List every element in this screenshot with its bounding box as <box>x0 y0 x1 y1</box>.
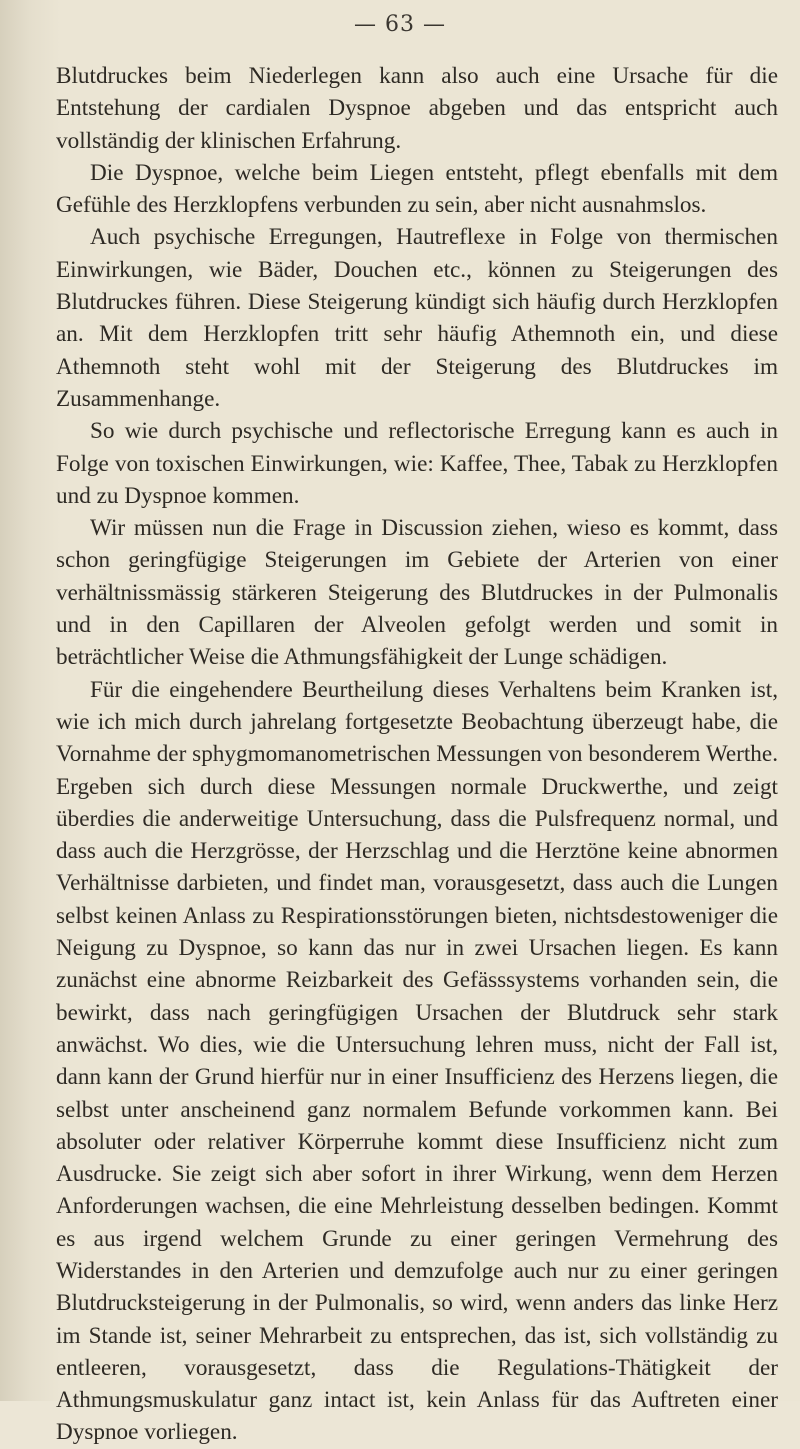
page-number: — 63 — <box>354 12 446 37</box>
paragraph-discussion: Wir müssen nun die Frage in Discussion ziehen, wieso es kommt, dass schon geringfügige Steigerungen im Gebiete der Arterien von einer verhältnissmässig stärkeren Steigerung des Blutdruckes in der Pulmonalis und in den Capillaren der Alveolen gefolgt werden und somit in beträchtlicher Weise die Athmungsfähigkeit der Lunge schädigen. <box>56 515 778 671</box>
paragraph-psychische-erregungen: Auch psychische Erregungen, Hautreflexe in Folge von thermischen Einwirkungen, wie Bäder, Douchen etc., können zu Steigerungen des Blutdruckes führen. Diese Steigerung kündigt sich häufig durch Herzklopfen an. Mit dem Herzklopfen tritt sehr häufig Athemnoth ein, und diese Athemnoth steht wohl mit der Steigerung des Blutdruckes im Zusammenhange. <box>56 224 778 412</box>
paragraph-toxische-einwirkungen: So wie durch psychische und reflectorische Erregung kann es auch in Folge von toxischen Einwirkungen, wie: Kaffee, Thee, Tabak zu Herzklopfen und zu Dyspnoe kommen. <box>56 418 778 509</box>
body-text <box>56 60 778 1449</box>
paragraph-beurtheilung: Für die eingehendere Beurtheilung dieses Verhaltens beim Kranken ist, wie ich mich durch jahrelang fortgesetzte Beobachtung überzeugt habe, die Vornahme der sphygmomanometrischen Messungen von besonderem Werthe. Ergeben sich durch diese Messungen normale Druckwerthe, und zeigt überdies die anderweitige Untersuchung, dass die Pulsfrequenz normal, und dass auch die Herzgrösse, der Herzschlag und die Herztöne keine abnormen Verhältnisse darbieten, und findet man, vorausgesetzt, dass auch die Lungen selbst keinen Anlass zu Respirationsstörungen bieten, nichtsdestoweniger die Neigung zu Dyspnoe, so kann das nur in zwei Ursachen liegen. Es kann zunächst eine abnorme Reizbarkeit des Gefässsystems vorhanden sein, die bewirkt, dass nach geringfügigen Ursachen der Blutdruck sehr stark anwächst. Wo dies, wie die Untersuchung lehren muss, nicht der Fall ist, dann kann der Grund hierfür nur in einer Insufficienz des Herzens liegen, die selbst unter anscheinend ganz normalem Befunde vorkommen kann. Bei absoluter oder relativer Körperruhe kommt diese Insufficienz nicht zum Ausdrucke. Sie zeigt sich aber sofort in ihrer Wirkung, wenn dem Herzen Anforderungen wachsen, die eine Mehrleistung desselben bedingen. Kommt es aus irgend welchem Grunde zu einer geringen Vermehrung des Widerstandes in den Arterien und demzufolge auch nur zu einer geringen Blutdrucksteigerung in der Pulmonalis, so wird, wenn anders das linke Herz im Stande ist, seiner Mehrarbeit zu entsprechen, das ist, sich vollständig zu entleeren, vorausgesetzt, dass die Regulations-Thätigkeit der Athmungsmuskulatur ganz intact ist, kein Anlass für das Auftreten einer Dyspnoe vorliegen. <box>56 676 778 1446</box>
paragraph-continuation: Blutdruckes beim Niederlegen kann also auch eine Ursache für die Entstehung der cardialen Dyspnoe abgeben und das entspricht auch vollständig der klinischen Erfahrung. <box>56 63 778 154</box>
paragraph-dyspnoe-liegen: Die Dyspnoe, welche beim Liegen entsteht, pflegt ebenfalls mit dem Gefühle des Herzklopfens verbunden zu sein, aber nicht ausnahmslos. <box>56 159 778 219</box>
